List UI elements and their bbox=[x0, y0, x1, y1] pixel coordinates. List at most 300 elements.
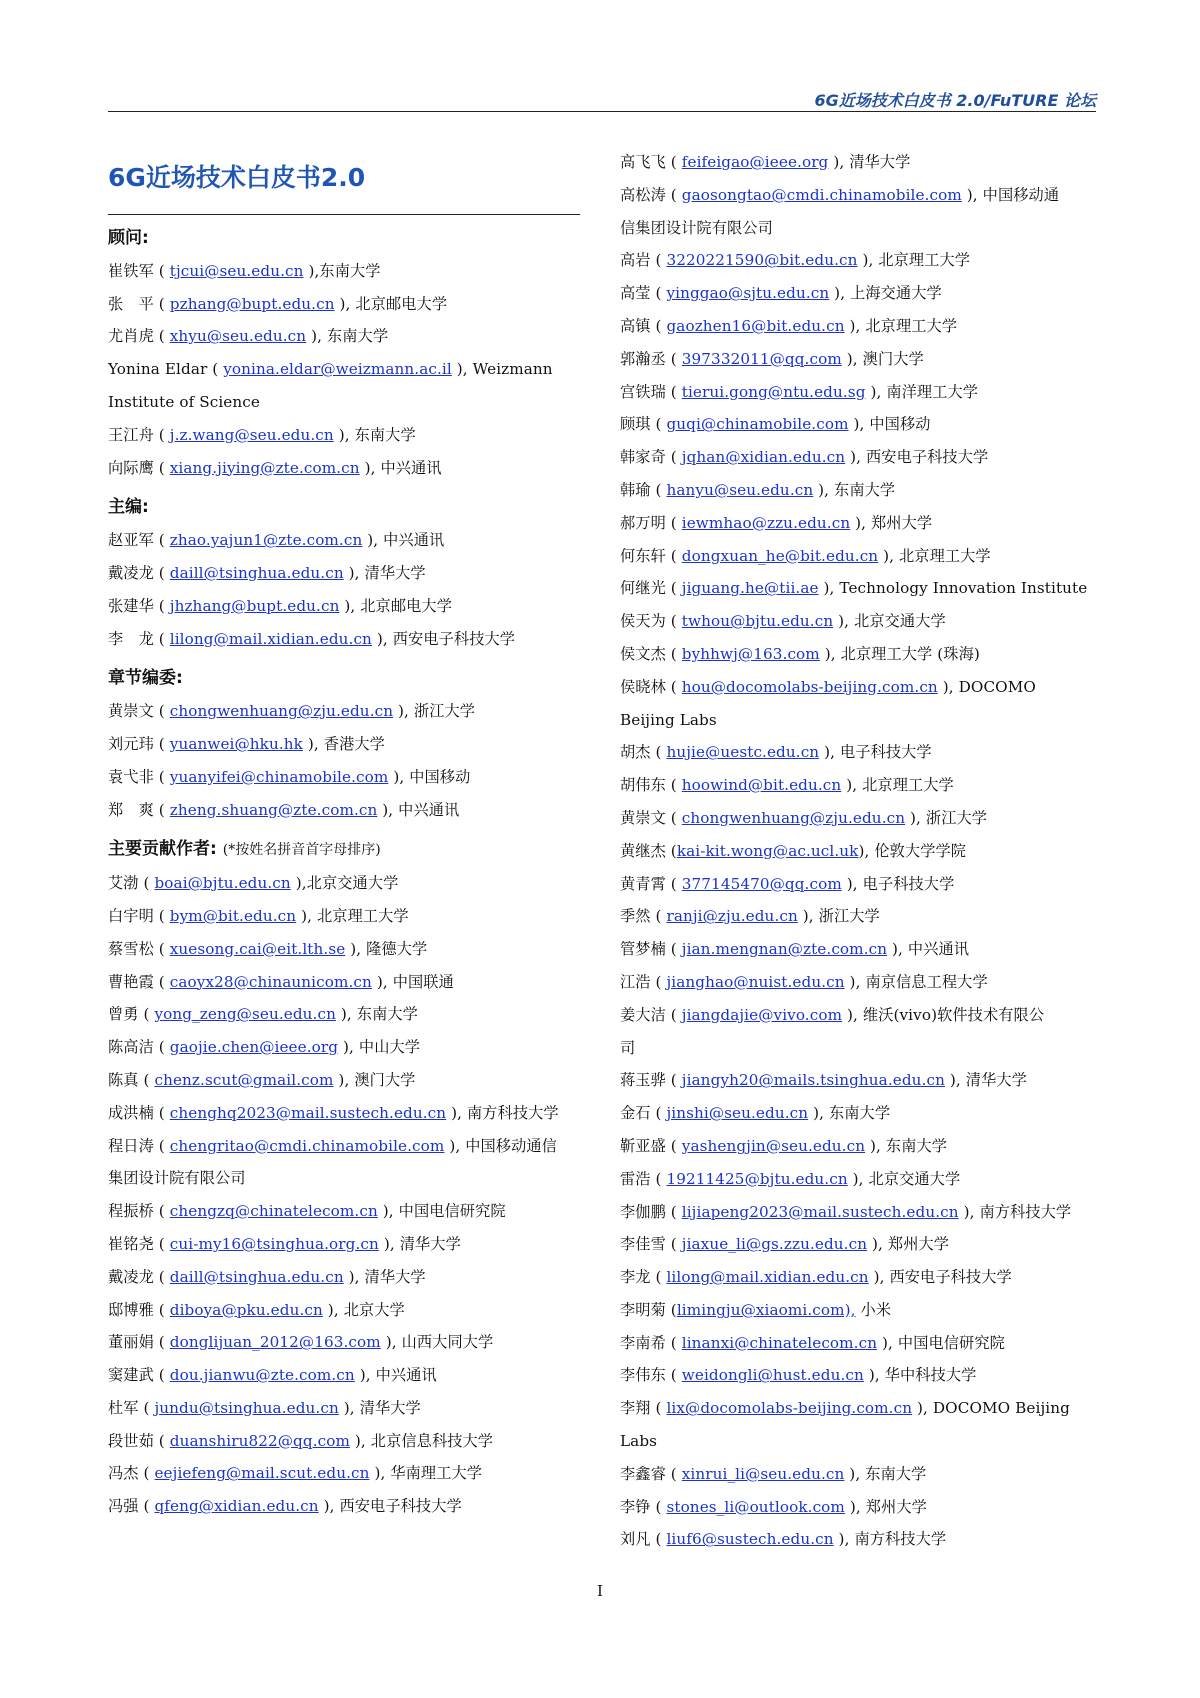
affiliation-continuation: 信集团设计院有限公司 bbox=[620, 218, 773, 237]
contributor-entry bbox=[620, 1130, 1100, 1163]
contributor-affiliation: 中兴通讯 bbox=[375, 1366, 437, 1385]
contributor-name: 韩瑜 bbox=[620, 480, 651, 499]
contributor-entry bbox=[620, 179, 1100, 212]
contributor-entry bbox=[108, 761, 584, 794]
affiliation-continuation: 集团设计院有限公司 bbox=[108, 1169, 246, 1188]
open-paren: ( bbox=[665, 677, 682, 696]
contributor-entry bbox=[620, 441, 1100, 474]
contributor-email-link[interactable]: hujie@uestc.edu.cn bbox=[666, 743, 820, 762]
contributor-name: Yonina Eldar bbox=[108, 360, 208, 379]
close-paren: ), bbox=[842, 1005, 863, 1024]
contributor-sections bbox=[108, 222, 584, 1523]
close-paren: ), bbox=[371, 629, 393, 648]
contributor-email-link[interactable]: donglijuan_2012@163.com bbox=[169, 1333, 381, 1352]
contributor-affiliation: 电子科技大学 bbox=[840, 743, 932, 762]
contributor-name: 戴凌龙 bbox=[108, 563, 154, 582]
close-paren: ), bbox=[841, 776, 863, 795]
contributor-name: 艾渤 bbox=[108, 874, 139, 893]
contributor-name: 曹艳霞 bbox=[108, 972, 154, 991]
contributor-email-link[interactable]: j.z.wang@seu.edu.cn bbox=[169, 425, 334, 444]
contributor-affiliation: 电子科技大学 bbox=[862, 874, 955, 893]
contributor-email-link[interactable]: tjcui@seu.edu.cn bbox=[169, 261, 304, 280]
contributor-email-link[interactable]: diboya@pku.edu.cn bbox=[169, 1300, 323, 1319]
contributor-email-link[interactable]: chongwenhuang@zju.edu.cn bbox=[169, 702, 394, 721]
section-heading-text: 主要贡献作者: bbox=[108, 839, 217, 860]
contributor-email-link[interactable]: kai-kit.wong@ac.ucl.uk bbox=[676, 841, 859, 860]
contributor-email-link[interactable]: guqi@chinamobile.com bbox=[666, 415, 849, 434]
contributor-entry bbox=[108, 794, 584, 827]
contributor-name: 季然 bbox=[620, 907, 651, 926]
contributor-entry bbox=[108, 1228, 584, 1261]
contributor-affiliation: 澳门大学 bbox=[354, 1070, 416, 1089]
open-paren: ( bbox=[665, 448, 682, 467]
contributor-entry bbox=[108, 1425, 584, 1458]
contributor-email-link[interactable]: daill@tsinghua.edu.cn bbox=[169, 1267, 344, 1286]
contributor-email-link[interactable]: xuesong.cai@eit.lth.se bbox=[169, 939, 346, 958]
section-heading bbox=[108, 662, 584, 695]
contributor-email-link[interactable]: daill@tsinghua.edu.cn bbox=[169, 563, 344, 582]
contributor-email-link[interactable]: jiangdajie@vivo.com bbox=[681, 1005, 843, 1024]
section-heading-text: 顾问: bbox=[108, 228, 149, 248]
section-heading-text: 章节编委: bbox=[108, 668, 183, 689]
contributor-name: 刘凡 bbox=[620, 1530, 651, 1549]
contributor-email-link[interactable]: feifeigao@ieee.org bbox=[681, 153, 829, 171]
contributor-email-link[interactable]: duanshiru822@qq.com bbox=[169, 1431, 350, 1450]
close-paren: ), bbox=[354, 1366, 376, 1385]
contributor-email-link[interactable]: lijiapeng2023@mail.sustech.edu.cn bbox=[681, 1202, 959, 1221]
contributor-affiliation: 浙江大学 bbox=[925, 808, 988, 827]
page-number: I bbox=[597, 1582, 603, 1600]
open-paren: ( bbox=[153, 1267, 170, 1286]
contributor-affiliation: 北京邮电大学 bbox=[360, 596, 452, 615]
contributor-affiliation: 维沃(vivo)软件技术有限公 bbox=[862, 1005, 1045, 1024]
contributor-name: 戴凌龙 bbox=[108, 1267, 154, 1286]
section-heading bbox=[108, 833, 584, 867]
contributor-email-link[interactable]: zhao.yajun1@zte.com.cn bbox=[169, 531, 363, 550]
contributor-name: 崔铭尧 bbox=[108, 1234, 154, 1253]
contributor-name: 黄青霄 bbox=[620, 874, 666, 893]
contributor-affiliation: 北京理工大学 bbox=[878, 251, 971, 270]
contributor-email-link[interactable]: hanyu@seu.edu.cn bbox=[666, 480, 814, 499]
contributor-entry bbox=[620, 900, 1100, 933]
contributor-affiliation: 北京交通大学 bbox=[306, 874, 399, 893]
contributor-name: 雷浩 bbox=[620, 1169, 651, 1188]
contributor-email-link[interactable]: jhzhang@bupt.edu.cn bbox=[169, 596, 340, 615]
open-paren: ( bbox=[665, 513, 682, 532]
contributor-name: 胡伟东 bbox=[620, 776, 666, 795]
contributor-entry bbox=[620, 638, 1100, 671]
contributor-email-link[interactable]: jqhan@xidian.edu.cn bbox=[681, 448, 846, 467]
open-paren: ( bbox=[665, 1366, 682, 1385]
contributor-email-link[interactable]: gaosongtao@cmdi.chinamobile.com bbox=[681, 185, 962, 204]
open-paren: ( bbox=[665, 349, 682, 368]
open-paren: ( bbox=[153, 531, 170, 550]
contributor-affiliation: 中兴通讯 bbox=[383, 531, 445, 550]
contributor-entry bbox=[108, 419, 584, 452]
contributor-name: 李伟东 bbox=[620, 1366, 666, 1385]
close-paren: ), bbox=[937, 677, 959, 696]
open-paren: ( bbox=[665, 808, 682, 827]
contributor-name: 高飞飞 bbox=[620, 153, 666, 171]
close-paren: ), bbox=[345, 939, 367, 958]
contributor-affiliation: 郑州大学 bbox=[865, 1497, 927, 1516]
open-paren: ( bbox=[665, 1300, 677, 1319]
contributor-name: 李南希 bbox=[620, 1333, 666, 1352]
contributor-email-link[interactable]: tierui.gong@ntu.edu.sg bbox=[681, 382, 866, 401]
open-paren: ( bbox=[650, 972, 667, 991]
open-paren: ( bbox=[650, 1104, 667, 1123]
contributor-email-link[interactable]: chengritao@cmdi.chinamobile.com bbox=[169, 1136, 445, 1155]
open-paren: ( bbox=[153, 1234, 170, 1253]
open-paren: ( bbox=[650, 1399, 667, 1418]
contributor-name: 高莹 bbox=[620, 284, 651, 303]
contributor-email-link[interactable]: boai@bjtu.edu.cn bbox=[154, 874, 291, 893]
contributor-affiliation: 北京理工大学 bbox=[865, 316, 958, 335]
open-paren: ( bbox=[153, 1136, 170, 1155]
close-paren: ), bbox=[848, 415, 870, 434]
contributor-entry bbox=[108, 353, 584, 386]
close-paren: ), bbox=[944, 1071, 966, 1090]
doc-title: 6G近场技术白皮书2.0 bbox=[108, 163, 366, 192]
contributor-email-link[interactable]: limingju@xiaomi.com), bbox=[676, 1300, 856, 1319]
close-paren: ), bbox=[858, 841, 875, 860]
contributor-email-link[interactable]: gaozhen16@bit.edu.cn bbox=[666, 316, 845, 335]
contributor-name: 李明菊 bbox=[620, 1300, 666, 1319]
close-paren: ), bbox=[378, 1234, 400, 1253]
contributor-email-link[interactable]: stones_li@outlook.com bbox=[666, 1497, 845, 1516]
close-paren: ), bbox=[844, 316, 866, 335]
open-paren: ( bbox=[650, 284, 667, 303]
open-paren: ( bbox=[153, 1202, 170, 1221]
contributor-name: 郭瀚丞 bbox=[620, 349, 666, 368]
close-paren: ), bbox=[808, 1104, 829, 1123]
open-paren: ( bbox=[665, 776, 682, 795]
contributor-entry bbox=[108, 524, 584, 557]
contributor-name: 张建华 bbox=[108, 596, 154, 615]
contributor-name: 刘元玮 bbox=[108, 734, 154, 753]
close-paren: ), bbox=[446, 1103, 467, 1122]
contributor-affiliation: 华中科技大学 bbox=[884, 1366, 977, 1385]
contributor-name: 高岩 bbox=[620, 251, 651, 270]
contributor-email-link[interactable]: lilong@mail.xidian.edu.cn bbox=[169, 629, 372, 648]
contributor-name: 李佳雪 bbox=[620, 1235, 666, 1254]
contributor-entry bbox=[108, 1359, 584, 1392]
close-paren: ), bbox=[829, 284, 851, 303]
contributor-entry bbox=[620, 1064, 1100, 1097]
title-rule bbox=[108, 214, 580, 215]
close-paren: ), bbox=[841, 874, 863, 893]
contributor-affiliation: 北京理工大学 bbox=[317, 906, 409, 925]
section-heading-text: 主编: bbox=[108, 497, 149, 518]
contributor-affiliation: 郑州大学 bbox=[871, 513, 933, 532]
contributor-email-link[interactable]: byhhwj@163.com bbox=[681, 644, 820, 663]
contributor-affiliation: 北京信息科技大学 bbox=[370, 1431, 494, 1450]
contributor-email-link[interactable]: cui-my16@tsinghua.org.cn bbox=[169, 1234, 379, 1253]
open-paren: ( bbox=[650, 480, 667, 499]
close-paren: ), bbox=[797, 907, 819, 926]
close-paren: ), bbox=[388, 767, 410, 786]
affiliation-continuation: 司 bbox=[620, 1038, 636, 1057]
close-paren: ), bbox=[863, 1366, 885, 1385]
close-paren: ), bbox=[393, 702, 414, 721]
contributor-email-link[interactable]: yonina.eldar@weizmann.ac.il bbox=[223, 360, 452, 379]
contributor-email-link[interactable]: 377145470@qq.com bbox=[681, 874, 842, 893]
contributor-email-link[interactable]: jinshi@seu.edu.cn bbox=[666, 1104, 809, 1123]
contributor-entry bbox=[620, 736, 1100, 769]
close-paren: ), bbox=[865, 1136, 886, 1155]
close-paren: ), bbox=[371, 972, 393, 991]
open-paren: ( bbox=[153, 939, 170, 958]
contributor-entry bbox=[620, 1261, 1100, 1294]
contributor-email-link[interactable]: jiaxue_li@gs.zzu.edu.cn bbox=[681, 1235, 868, 1254]
contributor-entry bbox=[108, 1457, 584, 1490]
contributor-affiliation: 北京交通大学 bbox=[868, 1169, 961, 1188]
contributor-email-link[interactable]: iewmhao@zzu.edu.cn bbox=[681, 513, 851, 532]
contributor-entry bbox=[108, 966, 584, 999]
open-paren: ( bbox=[665, 874, 682, 893]
close-paren: ), bbox=[819, 743, 840, 762]
contributor-entry bbox=[108, 695, 584, 728]
contributor-email-link[interactable]: jianghao@nuist.edu.cn bbox=[666, 972, 845, 991]
contributor-entry bbox=[620, 572, 1100, 605]
contributor-email-link[interactable]: liuf6@sustech.edu.cn bbox=[666, 1530, 834, 1549]
contributor-name: 程振桥 bbox=[108, 1202, 154, 1221]
contributor-name: 江浩 bbox=[620, 972, 651, 991]
close-paren: ), bbox=[343, 563, 365, 582]
contributor-email-link[interactable]: 19211425@bjtu.edu.cn bbox=[666, 1169, 848, 1188]
contributor-entry bbox=[108, 590, 584, 623]
contributor-entry bbox=[620, 408, 1100, 441]
contributor-email-link[interactable]: lix@docomolabs-beijing.com.cn bbox=[666, 1399, 913, 1418]
contributor-email-link[interactable]: hoowind@bit.edu.cn bbox=[681, 776, 842, 795]
close-paren: ), bbox=[333, 1070, 355, 1089]
open-paren: ( bbox=[153, 972, 170, 991]
contributor-name: 管梦楠 bbox=[620, 940, 666, 959]
contributor-entry bbox=[620, 376, 1100, 409]
contributor-entry bbox=[108, 867, 584, 900]
contributor-email-link[interactable]: weidongli@hust.edu.cn bbox=[681, 1366, 864, 1385]
close-paren: ), bbox=[865, 382, 887, 401]
contributor-email-link[interactable]: caoyx28@chinaunicom.cn bbox=[169, 972, 372, 991]
contributor-entry bbox=[620, 835, 1100, 868]
contributor-affiliation: 清华大学 bbox=[359, 1398, 421, 1417]
contributor-affiliation: 浙江大学 bbox=[413, 702, 476, 721]
open-paren: ( bbox=[650, 1530, 667, 1549]
open-paren: ( bbox=[138, 1497, 155, 1516]
contributor-entry bbox=[620, 671, 1100, 704]
close-paren: ), bbox=[359, 458, 381, 477]
contributor-name: 段世茹 bbox=[108, 1431, 154, 1450]
close-paren: ), bbox=[349, 1431, 371, 1450]
open-paren: ( bbox=[650, 743, 667, 762]
contributor-entry bbox=[620, 146, 1100, 179]
open-paren: ( bbox=[665, 1071, 682, 1090]
open-paren: ( bbox=[138, 1070, 155, 1089]
contributor-affiliation: 北京理工大学 bbox=[899, 546, 991, 565]
contributor-affiliation: 香港大学 bbox=[323, 734, 385, 753]
contributor-name: 高松涛 bbox=[620, 185, 666, 204]
close-paren: ), bbox=[847, 1169, 869, 1188]
contributor-name: 李翔 bbox=[620, 1399, 651, 1418]
contributor-name: 宫铁瑞 bbox=[620, 382, 666, 401]
close-paren: ), bbox=[958, 1202, 980, 1221]
contributor-affiliation: 隆德大学 bbox=[366, 939, 428, 958]
contributor-email-link[interactable]: chongwenhuang@zju.edu.cn bbox=[681, 808, 906, 827]
contributor-affiliation: 南方科技大学 bbox=[466, 1103, 559, 1122]
close-paren: ), bbox=[306, 327, 327, 346]
open-paren: ( bbox=[153, 1431, 170, 1450]
contributor-email-link[interactable]: hou@docomolabs-beijing.com.cn bbox=[681, 677, 938, 696]
contributor-email-link[interactable]: dou.jianwu@zte.com.cn bbox=[169, 1366, 355, 1385]
affiliation-continuation: Beijing Labs bbox=[620, 710, 717, 729]
contributor-name: 胡杰 bbox=[620, 743, 651, 762]
contributor-email-link[interactable]: eejiefeng@mail.scut.edu.cn bbox=[154, 1464, 370, 1483]
contributor-email-link[interactable]: chengzq@chinatelecom.cn bbox=[169, 1202, 378, 1221]
close-paren: ), bbox=[961, 185, 983, 204]
contributor-entry bbox=[108, 255, 584, 288]
contributor-email-link[interactable]: linanxi@chinatelecom.cn bbox=[681, 1333, 878, 1352]
contributor-affiliation: 中国电信研究院 bbox=[897, 1333, 1005, 1352]
contributor-name: 冯杰 bbox=[108, 1464, 139, 1483]
close-paren: ), bbox=[380, 1333, 402, 1352]
right-column bbox=[620, 146, 1100, 1556]
contributor-email-link[interactable]: dongxuan_he@bit.edu.cn bbox=[681, 546, 879, 565]
contributor-entry bbox=[108, 900, 584, 933]
contributor-entry bbox=[620, 474, 1100, 507]
contributor-email-link[interactable]: yuanwei@hku.hk bbox=[169, 734, 303, 753]
open-paren: ( bbox=[153, 1300, 170, 1319]
contributor-name: 黄崇文 bbox=[620, 808, 666, 827]
close-paren: ), bbox=[833, 1530, 855, 1549]
contributor-email-link[interactable]: jiguang.he@tii.ae bbox=[681, 579, 819, 598]
affiliation-continuation: Labs bbox=[620, 1432, 658, 1451]
open-paren: ( bbox=[153, 1333, 170, 1352]
close-paren: ), bbox=[818, 579, 840, 598]
contributor-email-link[interactable]: twhou@bjtu.edu.cn bbox=[681, 612, 834, 631]
contributor-entry bbox=[108, 1031, 584, 1064]
open-paren: ( bbox=[665, 185, 682, 204]
close-paren: ), bbox=[362, 531, 384, 550]
contributor-email-link[interactable]: chenz.scut@gmail.com bbox=[154, 1070, 334, 1089]
open-paren: ( bbox=[665, 1333, 682, 1352]
contributor-affiliation: 东南大学 bbox=[834, 480, 896, 499]
contributor-email-link[interactable]: jiangyh20@mails.tsinghua.edu.cn bbox=[681, 1071, 945, 1090]
open-paren: ( bbox=[650, 415, 667, 434]
contributor-email-link[interactable]: xinrui_li@seu.edu.cn bbox=[681, 1464, 845, 1483]
close-paren: ), bbox=[833, 612, 855, 631]
contributor-email-link[interactable]: pzhang@bupt.edu.cn bbox=[169, 294, 335, 313]
contributor-affiliation: 中兴通讯 bbox=[907, 940, 970, 959]
contributor-affiliation: 东南大学 bbox=[354, 425, 416, 444]
section-note: (*按姓名拼音首字母排序) bbox=[222, 842, 381, 859]
contributor-name: 李 龙 bbox=[108, 629, 154, 648]
close-paren: ), bbox=[338, 1038, 359, 1057]
contributor-email-link[interactable]: 3220221590@bit.edu.cn bbox=[666, 251, 858, 270]
close-paren: ), bbox=[290, 874, 307, 893]
contributor-email-link[interactable]: yuanyifei@chinamobile.com bbox=[169, 767, 389, 786]
contributor-email-link[interactable]: ranji@zju.edu.cn bbox=[666, 907, 798, 926]
contributor-name: 陈真 bbox=[108, 1070, 139, 1089]
close-paren: ), bbox=[878, 546, 899, 565]
affiliation-continuation: Institute of Science bbox=[108, 392, 260, 411]
contributor-email-link[interactable]: qfeng@xidian.edu.cn bbox=[154, 1497, 319, 1516]
contributor-affiliation: 清华大学 bbox=[364, 563, 426, 582]
contributor-name: 冯强 bbox=[108, 1497, 139, 1516]
contributor-entry bbox=[620, 933, 1100, 966]
contributor-email-link[interactable]: yashengjin@seu.edu.cn bbox=[681, 1136, 866, 1155]
close-paren: ), bbox=[451, 360, 473, 379]
open-paren: ( bbox=[153, 1366, 170, 1385]
contributor-affiliation: 中兴通讯 bbox=[380, 458, 442, 477]
contributor-email-link[interactable]: bym@bit.edu.cn bbox=[169, 906, 297, 925]
contributor-email-link[interactable]: xiang.jiying@zte.com.cn bbox=[169, 458, 360, 477]
contributor-entry bbox=[620, 540, 1100, 573]
contributor-name: 靳亚盛 bbox=[620, 1136, 666, 1155]
open-paren: ( bbox=[138, 1005, 155, 1024]
contributor-email-link[interactable]: yinggao@sjtu.edu.cn bbox=[666, 284, 830, 303]
contributor-name: 黄崇文 bbox=[108, 702, 154, 721]
contributor-email-link[interactable]: jundu@tsinghua.edu.cn bbox=[154, 1398, 339, 1417]
open-paren: ( bbox=[665, 1235, 682, 1254]
close-paren: ), bbox=[377, 800, 399, 819]
open-paren: ( bbox=[665, 644, 682, 663]
contributor-email-link[interactable]: gaojie.chen@ieee.org bbox=[169, 1038, 339, 1057]
contributor-name: 白宇明 bbox=[108, 906, 154, 925]
contributor-email-link[interactable]: zheng.shuang@zte.com.cn bbox=[169, 800, 378, 819]
contributor-name: 何继光 bbox=[620, 579, 666, 598]
open-paren: ( bbox=[153, 734, 170, 753]
contributor-affiliation: 上海交通大学 bbox=[850, 284, 942, 303]
contributor-affiliation: 东南大学 bbox=[356, 1005, 418, 1024]
contributor-email-link[interactable]: 397332011@qq.com bbox=[681, 349, 842, 368]
contributor-email-link[interactable]: chenghq2023@mail.sustech.edu.cn bbox=[169, 1103, 447, 1122]
open-paren: ( bbox=[665, 382, 682, 401]
contributor-name: 陈高洁 bbox=[108, 1038, 154, 1057]
contributor-name: 姜大洁 bbox=[620, 1005, 666, 1024]
close-paren: ), bbox=[444, 1136, 466, 1155]
contributor-affiliation: 北京大学 bbox=[343, 1300, 405, 1319]
contributor-entry bbox=[620, 1359, 1100, 1392]
open-paren: ( bbox=[650, 1497, 667, 1516]
contributor-name: 郝万明 bbox=[620, 513, 666, 532]
contributor-affiliation: 西安电子科技大学 bbox=[889, 1268, 1012, 1287]
open-paren: ( bbox=[153, 702, 170, 721]
contributor-affiliation: 西安电子科技大学 bbox=[339, 1497, 462, 1516]
contributor-name: 李鑫睿 bbox=[620, 1464, 666, 1483]
contributor-entry bbox=[620, 868, 1100, 901]
contributor-email-link[interactable]: jian.mengnan@zte.com.cn bbox=[681, 940, 888, 959]
contributor-name: 李伽鹏 bbox=[620, 1202, 666, 1221]
contributor-email-link[interactable]: lilong@mail.xidian.edu.cn bbox=[666, 1268, 869, 1287]
open-paren: ( bbox=[153, 767, 170, 786]
contributor-affiliation: 中国移动 bbox=[869, 415, 931, 434]
contributor-affiliation: 北京理工大学 bbox=[862, 776, 954, 795]
contributor-affiliation: 西安电子科技大学 bbox=[392, 629, 516, 648]
contributor-name: 顾琪 bbox=[620, 415, 651, 434]
open-paren: ( bbox=[650, 1169, 667, 1188]
contributor-affiliation: 伦敦大学学院 bbox=[874, 841, 967, 860]
contributor-affiliation: DOCOMO Beijing bbox=[932, 1399, 1070, 1418]
close-paren: ), bbox=[905, 808, 926, 827]
contributor-entry bbox=[620, 1491, 1100, 1524]
open-paren: ( bbox=[650, 1268, 667, 1287]
open-paren: ( bbox=[665, 1202, 682, 1221]
contributor-email-link[interactable]: yong_zeng@seu.edu.cn bbox=[154, 1005, 336, 1024]
close-paren: ), bbox=[844, 1464, 866, 1483]
contributor-email-link[interactable]: xhyu@seu.edu.cn bbox=[169, 327, 307, 346]
contributor-name: 蒋玉骅 bbox=[620, 1071, 666, 1090]
contributor-entry bbox=[108, 452, 584, 485]
